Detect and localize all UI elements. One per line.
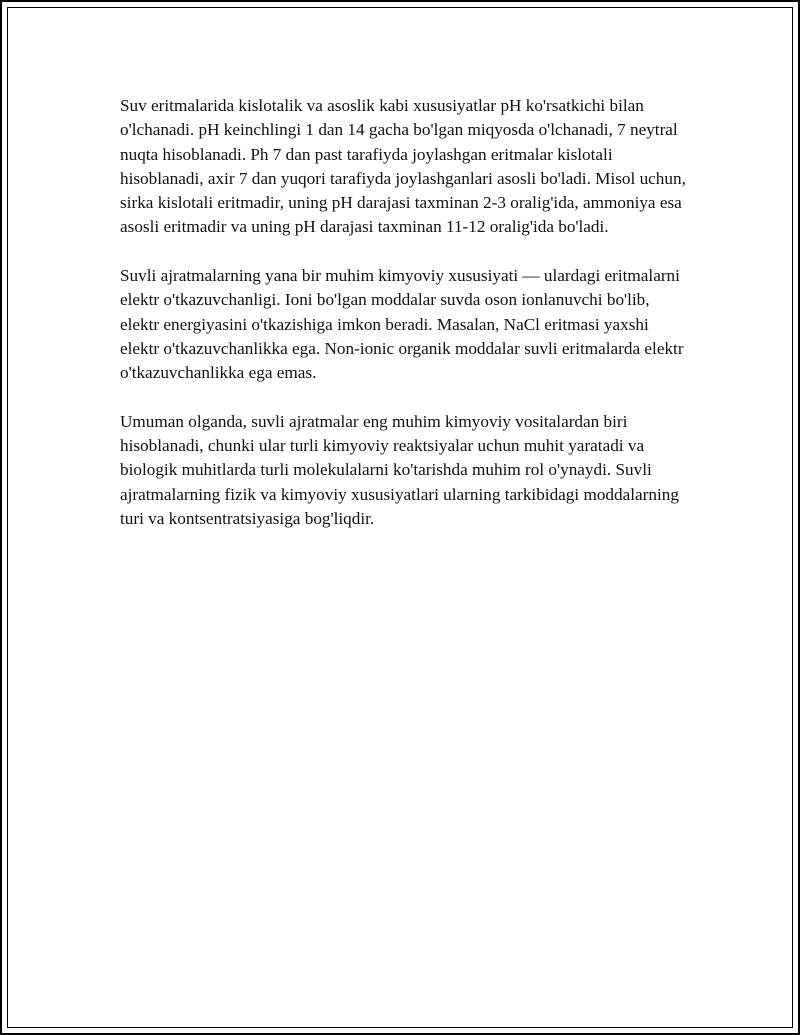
document-body xyxy=(120,94,690,556)
paragraph-conductivity: Suvli ajratmalarning yana bir muhim kimyoviy xususiyati — ulardagi eritmalarni elektr o'tkazuvchanligi. Ioni bo'lgan moddalar suvda oson ionlanuvchi bo'lib, elektr energiyasini o'tkazishiga imkon beradi. Masalan, NaCl eritmasi yaxshi elektr o'tkazuvchanlikka ega. Non-ionic organik moddalar suvli eritmalarda elektr o'tkazuvchanlikka ega emas. xyxy=(120,266,684,383)
paragraph-ph-acidity: Suv eritmalarida kislotalik va asoslik kabi xususiyatlar pH ko'rsatkichi bilan o'lchanadi. pH keinchlingi 1 dan 14 gacha bo'lgan miqyosda o'lchanadi, 7 neytral nuqta hisoblanadi. Ph 7 dan past tarafiyda joylashgan eritmalar kislotali hisoblanadi, axir 7 dan yuqori tarafiyda joylashganlari asosli bo'ladi. Misol uchun, sirka kislotali eritmadir, uning pH darajasi taxminan 2-3 oralig'ida, ammoniya esa asosli eritmadir va uning pH darajasi taxminan 11-12 oralig'ida bo'ladi. xyxy=(120,96,686,237)
paragraph-summary: Umuman olganda, suvli ajratmalar eng muhim kimyoviy vositalardan biri hisoblanadi, chunki ular turli kimyoviy reaktsiyalar uchun muhit yaratadi va biologik muhitlarda turli molekulalarni ko'tarishda muhim rol o'ynaydi. Suvli ajratmalarning fizik va kimyoviy xususiyatlari ularning tarkibidagi moddalarning turi va kontsentratsiyasiga bog'liqdir. xyxy=(120,411,679,529)
